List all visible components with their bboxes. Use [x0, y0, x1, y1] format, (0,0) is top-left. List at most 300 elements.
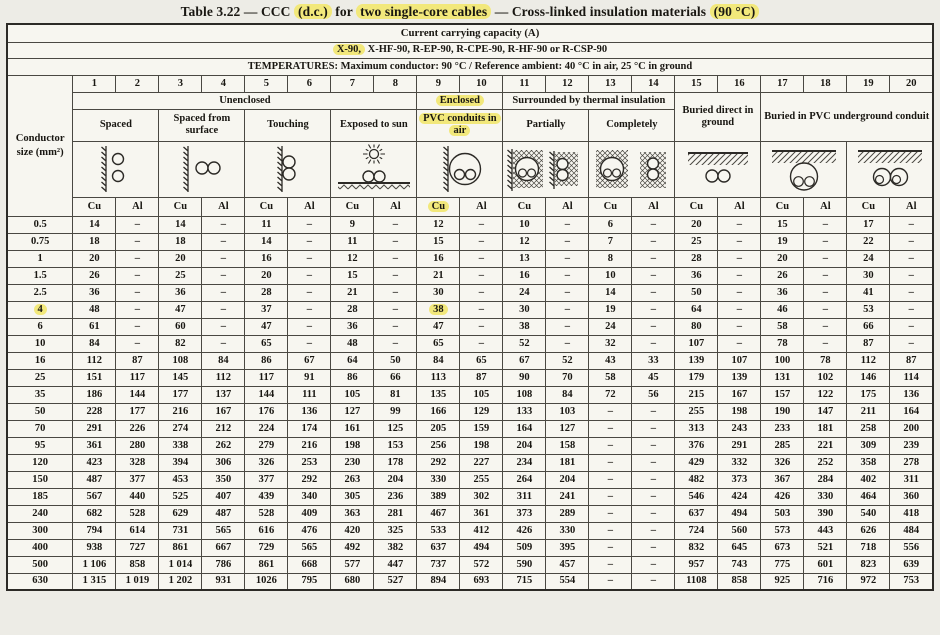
capacity-value: –	[736, 252, 743, 264]
capacity-value: –	[607, 439, 614, 451]
capacity-value: 693	[473, 575, 490, 587]
conductor-size-label: Conductor size (mm²)	[7, 75, 73, 216]
capacity-value: 36	[347, 320, 358, 332]
capacity-value: –	[736, 337, 743, 349]
capacity-value-cell	[73, 267, 116, 284]
column-number-cell: 16	[718, 75, 761, 92]
capacity-value-cell	[460, 267, 503, 284]
capacity-value-cell	[804, 301, 847, 318]
capacity-value: 86	[261, 354, 272, 366]
capacity-value-cell	[546, 216, 589, 233]
capacity-value-cell	[460, 488, 503, 505]
capacity-value: 527	[387, 575, 404, 587]
capacity-value-cell	[847, 505, 890, 522]
capacity-value: 330	[430, 473, 447, 485]
capacity-value: 7	[607, 235, 614, 247]
capacity-value-cell	[331, 233, 374, 250]
cu-header-cell	[331, 197, 374, 216]
capacity-value-cell	[116, 267, 159, 284]
capacity-value-cell	[460, 522, 503, 539]
conductor-size-value: 4	[34, 304, 47, 315]
table-row	[7, 318, 933, 335]
capacity-value-cell	[460, 233, 503, 250]
capacity-value-cell	[632, 420, 675, 437]
capacity-value-cell	[374, 420, 417, 437]
subgroup-header-label: Partially	[526, 119, 566, 131]
capacity-value: –	[134, 235, 141, 247]
capacity-value: 340	[301, 490, 318, 502]
capacity-value: 487	[86, 473, 103, 485]
conductor-size-cell	[7, 233, 73, 250]
capacity-value-cell	[847, 488, 890, 505]
capacity-value: –	[478, 286, 485, 298]
capacity-value-cell	[374, 403, 417, 420]
capacity-value: 178	[387, 456, 404, 468]
conductor-size-value: 150	[32, 473, 49, 485]
capacity-value-cell	[589, 573, 632, 590]
capacity-value-cell	[331, 539, 374, 556]
capacity-value: 45	[648, 371, 659, 383]
capacity-value-cell	[546, 284, 589, 301]
capacity-value: 144	[258, 388, 275, 400]
capacity-value: 105	[344, 388, 361, 400]
capacity-value: 24	[605, 320, 616, 332]
capacity-value-cell	[718, 233, 761, 250]
capacity-value-cell	[847, 522, 890, 539]
conductor-size-value: 70	[34, 422, 46, 434]
capacity-value: 136	[301, 405, 318, 417]
capacity-value: –	[306, 269, 313, 281]
capacity-value: 274	[172, 422, 189, 434]
capacity-value: 20	[261, 269, 272, 281]
capacity-value-cell	[374, 233, 417, 250]
capacity-value: 861	[172, 541, 189, 553]
capacity-value-cell	[718, 250, 761, 267]
capacity-value-cell	[288, 284, 331, 301]
capacity-value-cell	[288, 216, 331, 233]
capacity-value-cell	[460, 403, 503, 420]
capacity-value-cell	[159, 216, 202, 233]
capacity-value: –	[650, 303, 657, 315]
capacity-value: –	[650, 218, 657, 230]
capacity-value: 28	[261, 286, 272, 298]
capacity-value-cell	[202, 301, 245, 318]
pictogram-cell-spaced	[73, 141, 159, 197]
capacity-value-cell	[632, 505, 675, 522]
capacity-value: 376	[688, 439, 705, 451]
capacity-value-cell	[589, 386, 632, 403]
capacity-value: 129	[473, 405, 490, 417]
capacity-value: 37	[261, 303, 272, 315]
capacity-value-cell	[116, 335, 159, 352]
capacity-value-cell	[159, 437, 202, 454]
capacity-value-cell	[374, 454, 417, 471]
capacity-value-cell	[159, 505, 202, 522]
capacity-value: 65	[261, 337, 272, 349]
conductor-size-cell	[7, 335, 73, 352]
capacity-value: –	[650, 439, 657, 451]
table-row	[7, 250, 933, 267]
capacity-value-cell	[847, 284, 890, 301]
capacity-value-cell	[374, 488, 417, 505]
capacity-value: 159	[473, 422, 490, 434]
capacity-value-cell	[761, 233, 804, 250]
capacity-value: –	[478, 218, 485, 230]
metal-label: Cu	[259, 200, 274, 212]
capacity-value: 1 202	[168, 575, 193, 587]
capacity-value-cell	[847, 437, 890, 454]
capacity-value-cell	[73, 505, 116, 522]
capacity-value: 291	[86, 422, 103, 434]
capacity-value: 167	[731, 388, 748, 400]
capacity-value: –	[564, 252, 571, 264]
capacity-value-cell	[589, 250, 632, 267]
capacity-value-cell	[202, 437, 245, 454]
capacity-value: 6	[607, 218, 614, 230]
capacity-value: –	[392, 252, 399, 264]
capacity-value: 64	[691, 303, 702, 315]
capacity-value: 443	[817, 524, 834, 536]
capacity-value-cell	[460, 335, 503, 352]
capacity-value-cell	[804, 233, 847, 250]
capacity-value: 103	[559, 405, 576, 417]
capacity-value-cell	[847, 267, 890, 284]
capacity-value: 204	[516, 439, 533, 451]
capacity-value-cell	[718, 522, 761, 539]
capacity-value: 645	[731, 541, 748, 553]
capacity-value: 289	[559, 507, 576, 519]
capacity-value-cell	[761, 403, 804, 420]
capacity-value: 894	[430, 575, 447, 587]
capacity-value: –	[650, 490, 657, 502]
conductor-size-cell	[7, 522, 73, 539]
capacity-value: 19	[777, 235, 788, 247]
conductor-size-cell	[7, 488, 73, 505]
capacity-value: –	[607, 456, 614, 468]
capacity-value: –	[908, 235, 914, 247]
capacity-value: 395	[559, 541, 576, 553]
column-number-cell: 2	[116, 75, 159, 92]
capacity-value-cell	[847, 233, 890, 250]
capacity-value-cell	[632, 573, 675, 590]
capacity-value: 546	[688, 490, 705, 502]
capacity-value-cell	[503, 403, 546, 420]
capacity-value-cell	[159, 369, 202, 386]
capacity-value: 108	[172, 354, 189, 366]
capacity-value-cell	[116, 556, 159, 573]
capacity-value-cell	[847, 352, 890, 369]
capacity-value-cell	[675, 403, 718, 420]
al-header-cell	[890, 197, 933, 216]
capacity-value-cell	[675, 284, 718, 301]
pictogram-cell-exposed-to-sun	[331, 141, 417, 197]
capacity-value-cell	[202, 539, 245, 556]
capacity-value-cell	[202, 420, 245, 437]
table-row	[7, 352, 933, 369]
capacity-value: 18	[175, 235, 186, 247]
table-row	[7, 369, 933, 386]
capacity-value: 476	[301, 524, 318, 536]
capacity-value-cell	[159, 284, 202, 301]
capacity-value: 179	[688, 371, 705, 383]
capacity-value-cell	[460, 505, 503, 522]
capacity-value: 10	[605, 269, 616, 281]
capacity-value-cell	[417, 505, 460, 522]
capacity-value-cell	[632, 386, 675, 403]
capacity-value: 263	[344, 473, 361, 485]
conductor-size-value: 10	[34, 337, 46, 349]
capacity-value-cell	[546, 505, 589, 522]
capacity-value: 447	[387, 558, 404, 570]
capacity-value-cell	[589, 556, 632, 573]
capacity-value-cell	[632, 539, 675, 556]
capacity-value-cell	[503, 318, 546, 335]
capacity-value-cell	[460, 556, 503, 573]
capacity-value-cell	[288, 233, 331, 250]
subgroup-header-pvc-conduits-in-air	[417, 109, 503, 141]
capacity-value-cell	[718, 437, 761, 454]
capacity-value: 99	[390, 405, 401, 417]
capacity-value: 367	[774, 473, 791, 485]
capacity-value: 637	[688, 507, 705, 519]
conductor-size-value: 2.5	[33, 286, 47, 298]
capacity-value: –	[650, 456, 657, 468]
column-number-cell: 12	[546, 75, 589, 92]
capacity-value: 484	[903, 524, 920, 536]
capacity-value: 22	[863, 235, 874, 247]
capacity-value: 107	[688, 337, 705, 349]
capacity-value: 114	[903, 371, 919, 383]
capacity-value: 12	[433, 218, 444, 230]
capacity-value: 36	[777, 286, 788, 298]
capacity-value: 48	[89, 303, 100, 315]
capacity-value: 429	[688, 456, 705, 468]
title-segment: (d.c.)	[294, 4, 332, 19]
capacity-value-cell	[675, 539, 718, 556]
capacity-value-cell	[288, 505, 331, 522]
capacity-value: 957	[688, 558, 705, 570]
capacity-value-cell	[890, 233, 933, 250]
capacity-value: 786	[215, 558, 232, 570]
capacity-value-cell	[460, 420, 503, 437]
capacity-value-cell	[374, 216, 417, 233]
capacity-value: 285	[774, 439, 791, 451]
capacity-value-cell	[202, 233, 245, 250]
title-segment: Table 3.22 — CCC	[180, 4, 294, 19]
capacity-value: 84	[218, 354, 229, 366]
capacity-value-cell	[503, 335, 546, 352]
cu-header-cell	[503, 197, 546, 216]
capacity-value: 616	[258, 524, 275, 536]
capacity-value: 253	[301, 456, 318, 468]
column-number-cell: 13	[589, 75, 632, 92]
capacity-value-cell	[417, 437, 460, 454]
capacity-value-cell	[632, 454, 675, 471]
al-header-cell	[116, 197, 159, 216]
materials-highlight: X-90,	[333, 44, 365, 55]
capacity-value-cell	[73, 573, 116, 590]
conductor-size-value: 300	[32, 524, 49, 536]
group-header-label: Buried in PVC underground conduit	[764, 110, 930, 122]
capacity-value-cell	[804, 216, 847, 233]
capacity-value: –	[134, 303, 141, 315]
cu-header-cell	[245, 197, 288, 216]
capacity-value: –	[607, 405, 614, 417]
column-number-cell: 14	[632, 75, 675, 92]
capacity-value-cell	[73, 437, 116, 454]
capacity-value-cell	[245, 301, 288, 318]
capacity-value-cell	[202, 318, 245, 335]
capacity-value-cell	[546, 556, 589, 573]
capacity-value-cell	[245, 556, 288, 573]
temperatures-header: TEMPERATURES: Maximum conductor: 90 °C / Reference ambient: 40 °C in air, 25 °C in ground	[7, 58, 933, 75]
capacity-value: 84	[89, 337, 100, 349]
capacity-value-cell	[890, 437, 933, 454]
cu-header-cell	[589, 197, 632, 216]
capacity-value-cell	[632, 284, 675, 301]
conductor-size-cell	[7, 573, 73, 590]
capacity-value-cell	[890, 216, 933, 233]
capacity-value: 26	[777, 269, 788, 281]
capacity-value: –	[220, 337, 227, 349]
capacity-value: 363	[344, 507, 361, 519]
capacity-value-cell	[503, 488, 546, 505]
capacity-value-cell	[331, 301, 374, 318]
capacity-value: 390	[817, 507, 834, 519]
capacity-value: –	[564, 218, 571, 230]
capacity-value-cell	[890, 352, 933, 369]
capacity-value: 241	[559, 490, 576, 502]
capacity-value: 377	[129, 473, 146, 485]
capacity-value: 56	[648, 388, 659, 400]
capacity-value: 482	[688, 473, 705, 485]
capacity-value-cell	[546, 573, 589, 590]
capacity-value: 25	[691, 235, 702, 247]
capacity-value: 727	[129, 541, 146, 553]
capacity-value: –	[220, 303, 227, 315]
capacity-value: 212	[215, 422, 232, 434]
capacity-value-cell	[374, 318, 417, 335]
pictogram-cell-pvc-conduits-in-air	[417, 141, 503, 197]
capacity-value: 20	[175, 252, 186, 264]
capacity-value-cell	[460, 539, 503, 556]
capacity-value-cell	[288, 352, 331, 369]
capacity-value-cell	[417, 488, 460, 505]
capacity-value: 50	[691, 286, 702, 298]
capacity-value: 177	[129, 405, 146, 417]
capacity-value: 467	[430, 507, 447, 519]
conductor-size-value: 1	[37, 252, 43, 264]
capacity-value: 338	[172, 439, 189, 451]
table-row	[7, 556, 933, 573]
capacity-value: 36	[89, 286, 100, 298]
capacity-value-cell	[73, 454, 116, 471]
capacity-value: 117	[129, 371, 145, 383]
capacity-value: –	[607, 558, 614, 570]
capacity-value: 226	[129, 422, 146, 434]
capacity-value: –	[650, 558, 657, 570]
table-row	[7, 573, 933, 590]
partially-insulated-icon	[504, 143, 588, 195]
metal-label: Al	[734, 200, 745, 212]
column-number-cell: 18	[804, 75, 847, 92]
capacity-value: –	[306, 218, 313, 230]
capacity-value: 122	[817, 388, 834, 400]
capacity-value: 330	[817, 490, 834, 502]
capacity-value: 626	[860, 524, 877, 536]
capacity-value: 528	[258, 507, 275, 519]
materials-rest: X-HF-90, R-EP-90, R-CPE-90, R-HF-90 or R-CSP-90	[365, 44, 608, 56]
capacity-value-cell	[159, 539, 202, 556]
spaced-from-surface-icon	[160, 143, 244, 195]
capacity-value: 373	[516, 507, 533, 519]
capacity-value: 412	[473, 524, 490, 536]
al-header-cell	[460, 197, 503, 216]
capacity-value-cell	[632, 556, 675, 573]
capacity-value-cell	[890, 301, 933, 318]
capacity-value: –	[478, 252, 485, 264]
capacity-value: 47	[433, 320, 444, 332]
capacity-value: –	[908, 269, 914, 281]
capacity-value-cell	[718, 386, 761, 403]
capacity-value: 125	[387, 422, 404, 434]
conductor-size-cell	[7, 420, 73, 437]
capacity-value: –	[607, 490, 614, 502]
capacity-value-cell	[804, 335, 847, 352]
capacity-value: 453	[172, 473, 189, 485]
capacity-value: 47	[175, 303, 186, 315]
cu-header-cell	[675, 197, 718, 216]
capacity-value-cell	[632, 403, 675, 420]
capacity-value: 65	[476, 354, 487, 366]
capacity-value-cell	[159, 522, 202, 539]
capacity-value-cell	[202, 369, 245, 386]
capacity-value: –	[478, 235, 485, 247]
conductor-size-value: 0.5	[33, 218, 47, 230]
capacity-value-cell	[245, 403, 288, 420]
capacity-value: 78	[820, 354, 831, 366]
capacity-value-cell	[503, 250, 546, 267]
capacity-value-cell	[632, 335, 675, 352]
al-header-cell	[718, 197, 761, 216]
capacity-value: 426	[516, 524, 533, 536]
capacity-value: 402	[860, 473, 877, 485]
capacity-value: 205	[430, 422, 447, 434]
capacity-value: 25	[175, 269, 186, 281]
table-row	[7, 335, 933, 352]
capacity-value-cell	[503, 233, 546, 250]
capacity-value: 560	[731, 524, 748, 536]
capacity-value-cell	[460, 284, 503, 301]
capacity-value-cell	[202, 505, 245, 522]
pictogram-cell-partially-insulated	[503, 141, 589, 197]
capacity-value: 440	[129, 490, 146, 502]
capacity-value-cell	[847, 454, 890, 471]
capacity-value: 30	[519, 303, 530, 315]
capacity-value-cell	[718, 403, 761, 420]
capacity-value-cell	[159, 352, 202, 369]
capacity-value: 12	[519, 235, 530, 247]
subgroup-header-label: Spaced	[99, 119, 132, 131]
capacity-value-cell	[761, 420, 804, 437]
capacity-value: 28	[347, 303, 358, 315]
capacity-value: –	[650, 507, 657, 519]
capacity-value-cell	[374, 352, 417, 369]
capacity-value-cell	[73, 352, 116, 369]
capacity-value: –	[392, 218, 399, 230]
conductor-size-cell	[7, 301, 73, 318]
capacity-value-cell	[847, 556, 890, 573]
